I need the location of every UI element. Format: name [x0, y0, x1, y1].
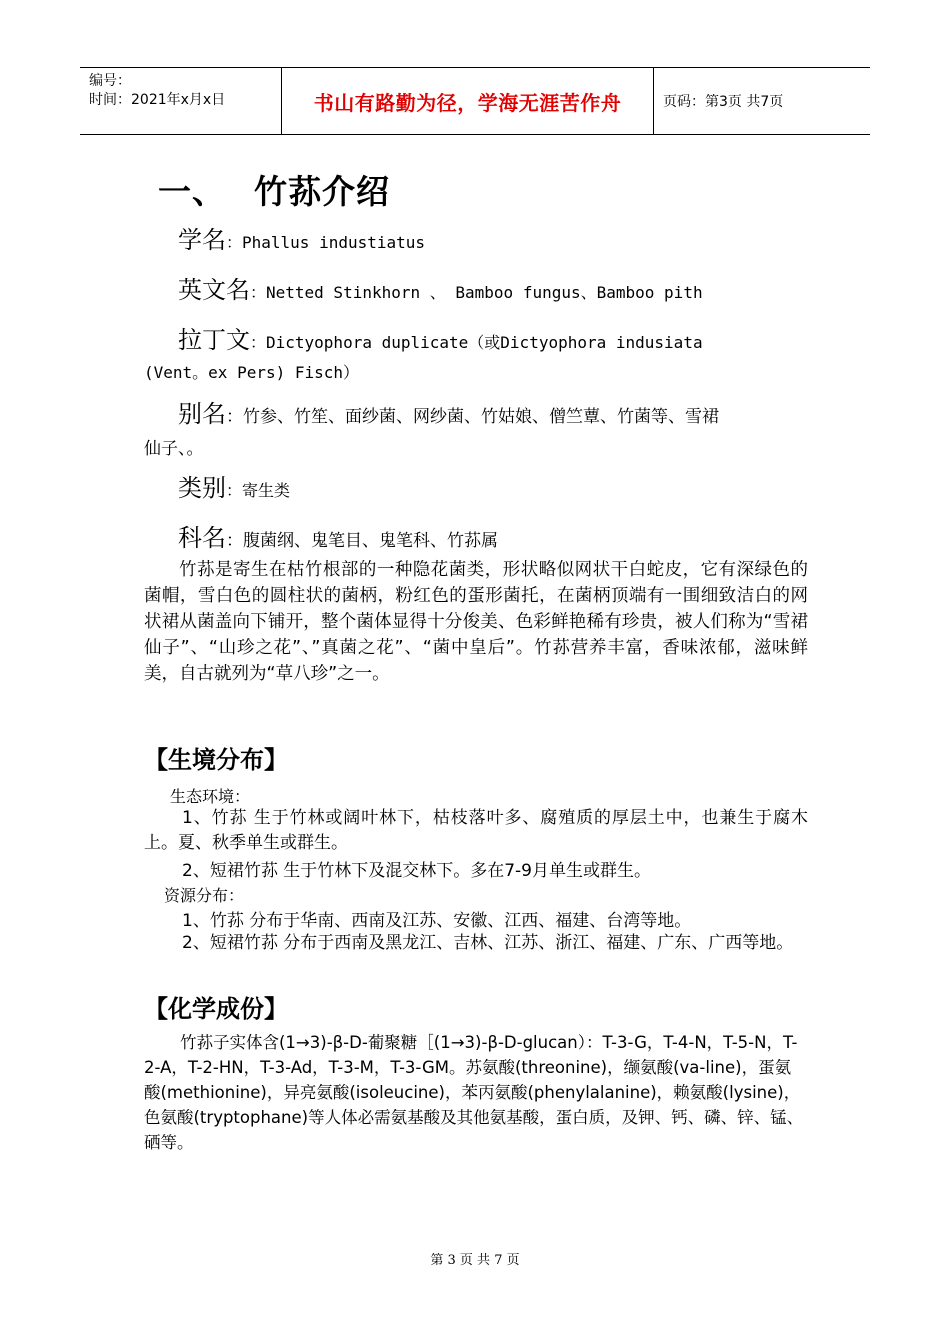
document-date: 时间：2021年x月x日: [89, 92, 226, 108]
header-motto: 书山有路勤为径，学海无涯苦作舟: [282, 68, 654, 134]
field-latin-name: [178, 320, 703, 355]
chemistry-paragraph: 竹荪子实体含(1→3)-β-D-葡聚糖［(1→3)-β-D-glucan）：T-3-G，T-4-N，T-5-N，T-2-A，T-2-HN，T-3-Ad，T-3-M，T-3-GM。苏氨酸(threonine)，缬氨酸(va-line)，蛋氨酸(methionine)，异亮氨酸(isoleucine)，苯丙氨酸(phenylalanine)，赖氨酸(lysine)，色氨酸(tryptophane)等人体必需氨基酸及其他氨基酸，蛋白质，及钾、钙、磷、锌、锰、硒等。: [144, 1033, 804, 1152]
field-family: [178, 518, 498, 553]
field-label: 类别: [178, 474, 226, 502]
section-title-text: 竹荪介绍: [254, 172, 390, 211]
resource-item-1: 1、竹荪 分布于华南、西南及江苏、安徽、江西、福建、台湾等地。: [182, 911, 692, 931]
field-value: ：Phallus industiatus: [226, 233, 426, 252]
header-table: [80, 67, 870, 135]
chemistry-heading: 【化学成份】: [144, 995, 288, 1023]
field-label: 别名: [178, 400, 226, 428]
habitat-heading: 【生境分布】: [144, 746, 288, 774]
field-scientific-name: [178, 220, 425, 255]
header-page-info: 页码：第3页 共7页: [663, 94, 784, 110]
page-footer: 第 3 页 共 7 页: [430, 1253, 520, 1268]
field-value: ：寄生类: [226, 481, 291, 500]
field-value: ：竹参、竹笙、面纱菌、网纱菌、竹姑娘、僧竺蕈、竹菌等、雪裙: [226, 407, 719, 427]
section-title: [158, 166, 390, 213]
field-label: 拉丁文: [178, 326, 250, 354]
field-label: 英文名: [178, 276, 250, 304]
header-left-cell: [80, 68, 282, 134]
resource-label: 资源分布：: [164, 886, 245, 905]
field-english-name: [178, 270, 703, 305]
field-label: 学名: [178, 226, 226, 254]
field-label: 科名: [178, 524, 226, 552]
field-latin-name-continued: (Vent。ex Pers) Fisch）: [144, 363, 360, 382]
section-number: 一、: [158, 172, 226, 211]
eco-item-2: 2、短裙竹荪 生于竹林下及混交林下。多在7-9月单生或群生。: [182, 861, 651, 881]
eco-label: 生态环境：: [170, 787, 251, 806]
field-value: ：Dictyophora duplicate（或Dictyophora indusiata: [250, 333, 703, 352]
intro-paragraph: 竹荪是寄生在枯竹根部的一种隐花菌类，形状略似网状干白蛇皮，它有深绿色的菌帽，雪白色的圆柱状的菌柄，粉红色的蛋形菌托，在菌柄顶端有一围细致洁白的网状裙从菌盖向下铺开，整个菌体显得十分俊美、色彩鲜艳稀有珍贵，被人们称为“雪裙仙子”、“山珍之花”、”真菌之花”、“菌中皇后”。竹荪营养丰富，香味浓郁，滋味鲜美，自古就列为“草八珍”之一。: [144, 560, 808, 684]
document-number: 编号：: [89, 73, 131, 89]
field-alias: [178, 394, 719, 429]
field-category: [178, 468, 290, 503]
field-value: ：Netted Stinkhorn 、 Bamboo fungus、Bamboo pith: [250, 283, 703, 302]
field-value: ：腹菌纲、鬼笔目、鬼笔科、竹荪属: [226, 531, 498, 551]
field-alias-continued: 仙子、。: [144, 439, 204, 459]
eco-item-1: 1、竹荪 生于竹林或阔叶林下，枯枝落叶多、腐殖质的厚层土中，也兼生于腐木上。夏、秋季单生或群生。: [144, 808, 808, 853]
resource-item-2: 2、短裙竹荪 分布于西南及黑龙江、吉林、江苏、浙江、福建、广东、广西等地。: [182, 933, 794, 953]
